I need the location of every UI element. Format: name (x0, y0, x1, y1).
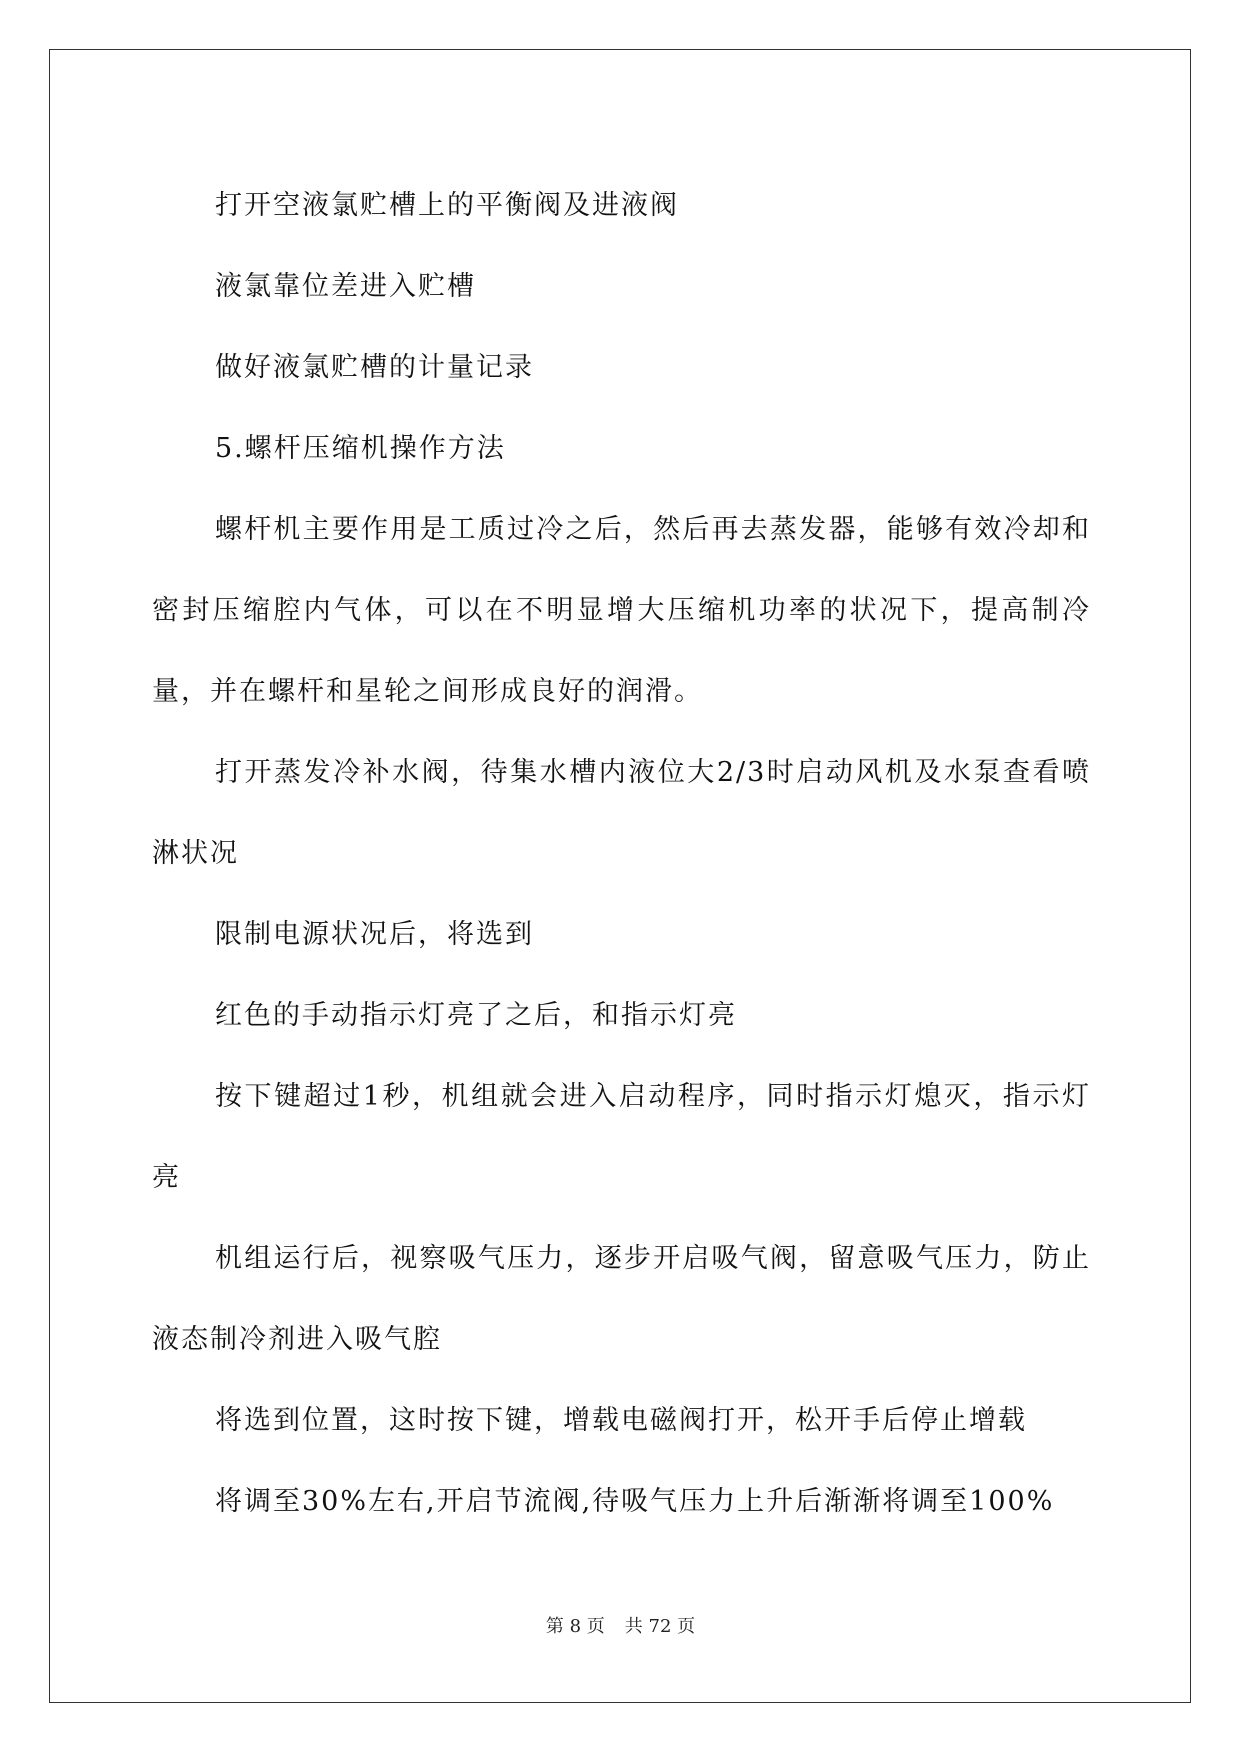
paragraph-11: 将选到位置，这时按下键，增载电磁阀打开，松开手后停止增载 (215, 1405, 1027, 1436)
paragraph-5: 螺杆机主要作用是工质过冷之后，然后再去蒸发器，能够有效冷却和密封压缩腔内气体，可以在不明显增大压缩机功率的状况下，提高制冷量，并在螺杆和星轮之间形成良好的润滑。 (152, 514, 1091, 707)
section-heading: 5.螺杆压缩机操作方法 (215, 433, 506, 464)
page-number: 第 8 页 (545, 1616, 605, 1637)
paragraph-7: 限制电源状况后，将选到 (215, 919, 534, 950)
document-body (152, 165, 1091, 1542)
page-footer (0, 1612, 1241, 1638)
paragraph-12: 将调至30%左右,开启节流阀,待吸气压力上升后渐渐将调至100% (215, 1486, 1055, 1517)
paragraph-8: 红色的手动指示灯亮了之后，和指示灯亮 (215, 1000, 737, 1031)
paragraph-3: 做好液氯贮槽的计量记录 (215, 352, 534, 383)
paragraph-1: 打开空液氯贮槽上的平衡阀及进液阀 (215, 190, 679, 221)
paragraph-6: 打开蒸发冷补水阀，待集水槽内液位大2/3时启动风机及水泵查看喷淋状况 (152, 757, 1091, 869)
paragraph-10: 机组运行后，视察吸气压力，逐步开启吸气阀，留意吸气压力，防止液态制冷剂进入吸气腔 (152, 1243, 1091, 1355)
paragraph-9: 按下键超过1秒，机组就会进入启动程序，同时指示灯熄灭，指示灯亮 (152, 1081, 1091, 1193)
paragraph-2: 液氯靠位差进入贮槽 (215, 271, 476, 302)
page-total: 共 72 页 (624, 1616, 696, 1637)
